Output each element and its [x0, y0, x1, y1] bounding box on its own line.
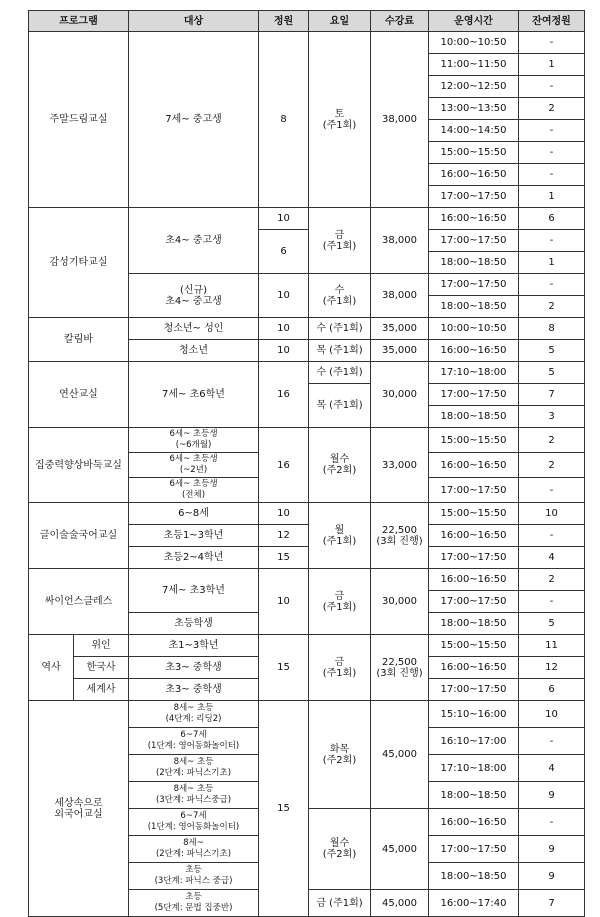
- remaining-cell: -: [519, 164, 585, 186]
- program-cell: 집중력향상바둑교실: [29, 428, 129, 503]
- time-cell: 16:00~16:50: [429, 569, 519, 591]
- header-remaining: 잔여정원: [519, 11, 585, 32]
- time-cell: 11:00~11:50: [429, 54, 519, 76]
- capacity-cell: 16: [259, 428, 309, 503]
- remaining-cell: 7: [519, 890, 585, 917]
- sub-program-cell: 위인: [74, 635, 129, 657]
- target-cell: 8세~ 초등 (3단계: 파닉스중급): [129, 782, 259, 809]
- time-cell: 17:10~18:00: [429, 755, 519, 782]
- program-cell: 싸이언스클레스: [29, 569, 129, 635]
- day-cell: 수 (주1회): [309, 318, 371, 340]
- time-cell: 17:00~17:50: [429, 274, 519, 296]
- time-cell: 18:00~18:50: [429, 406, 519, 428]
- sub-program-cell: 한국사: [74, 657, 129, 679]
- time-cell: 12:00~12:50: [429, 76, 519, 98]
- program-cell: 연산교실: [29, 362, 129, 428]
- program-schedule-table-continued: [28, 634, 585, 917]
- remaining-cell: -: [519, 76, 585, 98]
- capacity-cell: 15: [259, 635, 309, 701]
- target-cell: 초등 (5단계: 문법 집중반): [129, 890, 259, 917]
- capacity-cell: 10: [259, 569, 309, 635]
- remaining-cell: -: [519, 478, 585, 503]
- fee-cell: 45,000: [371, 809, 429, 890]
- program-schedule-table: [28, 10, 585, 635]
- header-row: [29, 11, 585, 32]
- capacity-cell: 10: [259, 274, 309, 318]
- header-fee: 수강료: [371, 11, 429, 32]
- time-cell: 15:00~15:50: [429, 142, 519, 164]
- fee-cell: 45,000: [371, 890, 429, 917]
- remaining-cell: 3: [519, 406, 585, 428]
- target-cell: 7세~ 중고생: [129, 32, 259, 208]
- target-cell: 6세~ 초등생 (전체): [129, 478, 259, 503]
- time-cell: 15:00~15:50: [429, 503, 519, 525]
- remaining-cell: 5: [519, 613, 585, 635]
- capacity-cell: 8: [259, 32, 309, 208]
- capacity-cell: 16: [259, 362, 309, 428]
- time-cell: 17:00~17:50: [429, 679, 519, 701]
- target-cell: 8세~ (2단계: 파닉스기초): [129, 836, 259, 863]
- capacity-cell: 12: [259, 525, 309, 547]
- remaining-cell: -: [519, 142, 585, 164]
- table-row: [29, 318, 585, 340]
- time-cell: 18:00~18:50: [429, 613, 519, 635]
- target-cell: 초등 (3단계: 파닉스 중급): [129, 863, 259, 890]
- remaining-cell: 10: [519, 701, 585, 728]
- remaining-cell: 1: [519, 252, 585, 274]
- target-cell: 8세~ 초등 (2단계: 파닉스기초): [129, 755, 259, 782]
- day-cell: 금 (주1회): [309, 890, 371, 917]
- capacity-cell: 10: [259, 208, 309, 230]
- table-row: [29, 362, 585, 384]
- day-cell: 수 (주1회): [309, 362, 371, 384]
- remaining-cell: 4: [519, 755, 585, 782]
- program-cell: 역사: [29, 635, 74, 701]
- day-cell: 목 (주1회): [309, 340, 371, 362]
- fee-cell: 45,000: [371, 701, 429, 809]
- fee-cell: 22,500 (3회 진행): [371, 503, 429, 569]
- target-cell: 초1~3학년: [129, 635, 259, 657]
- time-cell: 15:10~16:00: [429, 701, 519, 728]
- remaining-cell: 12: [519, 657, 585, 679]
- remaining-cell: -: [519, 728, 585, 755]
- remaining-cell: 10: [519, 503, 585, 525]
- target-cell: 초등2~4학년: [129, 547, 259, 569]
- remaining-cell: 1: [519, 186, 585, 208]
- remaining-cell: -: [519, 809, 585, 836]
- time-cell: 14:00~14:50: [429, 120, 519, 142]
- time-cell: 18:00~18:50: [429, 296, 519, 318]
- remaining-cell: 6: [519, 208, 585, 230]
- remaining-cell: -: [519, 274, 585, 296]
- time-cell: 16:00~16:50: [429, 809, 519, 836]
- header-time: 운영시간: [429, 11, 519, 32]
- header-day: 요일: [309, 11, 371, 32]
- fee-cell: 22,500 (3회 진행): [371, 635, 429, 701]
- time-cell: 16:10~17:00: [429, 728, 519, 755]
- target-cell: 초3~ 중학생: [129, 657, 259, 679]
- target-cell: 6세~ 초등생 (~2년): [129, 453, 259, 478]
- program-cell: 세상속으로 외국어교실: [29, 701, 129, 917]
- target-cell: 청소년: [129, 340, 259, 362]
- remaining-cell: 2: [519, 296, 585, 318]
- day-cell: 금 (주1회): [309, 569, 371, 635]
- target-cell: 청소년~ 성인: [129, 318, 259, 340]
- time-cell: 17:00~17:50: [429, 186, 519, 208]
- capacity-cell: 15: [259, 701, 309, 917]
- fee-cell: 35,000: [371, 318, 429, 340]
- time-cell: 16:00~16:50: [429, 340, 519, 362]
- remaining-cell: 6: [519, 679, 585, 701]
- time-cell: 17:00~17:50: [429, 230, 519, 252]
- time-cell: 10:00~10:50: [429, 32, 519, 54]
- remaining-cell: -: [519, 525, 585, 547]
- time-cell: 17:00~17:50: [429, 591, 519, 613]
- day-cell: 목 (주1회): [309, 384, 371, 428]
- target-cell: 6~7세 (1단계: 영어동화놀이터): [129, 809, 259, 836]
- remaining-cell: 4: [519, 547, 585, 569]
- time-cell: 16:00~16:50: [429, 208, 519, 230]
- table-row: [29, 428, 585, 453]
- target-cell: 초3~ 중학생: [129, 679, 259, 701]
- time-cell: 17:00~17:50: [429, 547, 519, 569]
- target-cell: 초등학생: [129, 613, 259, 635]
- day-cell: 수 (주1회): [309, 274, 371, 318]
- capacity-cell: 6: [259, 230, 309, 274]
- target-cell: 7세~ 초6학년: [129, 362, 259, 428]
- program-cell: 감성기타교실: [29, 208, 129, 318]
- time-cell: 16:00~16:50: [429, 164, 519, 186]
- fee-cell: 38,000: [371, 208, 429, 274]
- time-cell: 18:00~18:50: [429, 252, 519, 274]
- target-cell: 초4~ 중고생: [129, 208, 259, 274]
- day-cell: 금 (주1회): [309, 208, 371, 274]
- fee-cell: 30,000: [371, 569, 429, 635]
- time-cell: 10:00~10:50: [429, 318, 519, 340]
- fee-cell: 38,000: [371, 274, 429, 318]
- target-cell: 6세~ 초등생 (~6개월): [129, 428, 259, 453]
- remaining-cell: 2: [519, 98, 585, 120]
- target-cell: 6~8세: [129, 503, 259, 525]
- target-cell: 6~7세 (1단계: 영어동화놀이터): [129, 728, 259, 755]
- table-row: [29, 569, 585, 591]
- remaining-cell: -: [519, 120, 585, 142]
- program-cell: 주말드림교실: [29, 32, 129, 208]
- time-cell: 16:00~17:40: [429, 890, 519, 917]
- remaining-cell: 11: [519, 635, 585, 657]
- remaining-cell: 9: [519, 782, 585, 809]
- target-cell: 7세~ 초3학년: [129, 569, 259, 613]
- target-cell: 초등1~3학년: [129, 525, 259, 547]
- table-row: [29, 701, 585, 728]
- remaining-cell: 9: [519, 836, 585, 863]
- remaining-cell: -: [519, 230, 585, 252]
- day-cell: 토 (주1회): [309, 32, 371, 208]
- time-cell: 18:00~18:50: [429, 782, 519, 809]
- day-cell: 월수 (주2회): [309, 809, 371, 890]
- remaining-cell: -: [519, 32, 585, 54]
- time-cell: 16:00~16:50: [429, 453, 519, 478]
- capacity-cell: 15: [259, 547, 309, 569]
- header-target: 대상: [129, 11, 259, 32]
- time-cell: 17:00~17:50: [429, 384, 519, 406]
- remaining-cell: 5: [519, 340, 585, 362]
- remaining-cell: 5: [519, 362, 585, 384]
- table-row: [29, 635, 585, 657]
- remaining-cell: 2: [519, 428, 585, 453]
- header-capacity: 정원: [259, 11, 309, 32]
- fee-cell: 35,000: [371, 340, 429, 362]
- day-cell: 금 (주1회): [309, 635, 371, 701]
- remaining-cell: 8: [519, 318, 585, 340]
- time-cell: 17:10~18:00: [429, 362, 519, 384]
- header-program: 프로그램: [29, 11, 129, 32]
- capacity-cell: 10: [259, 503, 309, 525]
- table-row: [29, 32, 585, 54]
- day-cell: 월수 (주2회): [309, 428, 371, 503]
- program-cell: 글이술술국어교실: [29, 503, 129, 569]
- table-row: [29, 208, 585, 230]
- time-cell: 17:00~17:50: [429, 478, 519, 503]
- fee-cell: 38,000: [371, 32, 429, 208]
- program-cell: 칼림바: [29, 318, 129, 362]
- sub-program-cell: 세계사: [74, 679, 129, 701]
- day-cell: 월 (주1회): [309, 503, 371, 569]
- remaining-cell: 9: [519, 863, 585, 890]
- time-cell: 16:00~16:50: [429, 657, 519, 679]
- time-cell: 17:00~17:50: [429, 836, 519, 863]
- remaining-cell: 7: [519, 384, 585, 406]
- fee-cell: 33,000: [371, 428, 429, 503]
- remaining-cell: 2: [519, 569, 585, 591]
- remaining-cell: -: [519, 591, 585, 613]
- table-row: [29, 503, 585, 525]
- time-cell: 18:00~18:50: [429, 863, 519, 890]
- remaining-cell: 1: [519, 54, 585, 76]
- remaining-cell: 2: [519, 453, 585, 478]
- target-cell: 8세~ 초등 (4단계: 리딩2): [129, 701, 259, 728]
- capacity-cell: 10: [259, 318, 309, 340]
- day-cell: 화목 (주2회): [309, 701, 371, 809]
- capacity-cell: 10: [259, 340, 309, 362]
- target-cell: (신규) 초4~ 중고생: [129, 274, 259, 318]
- time-cell: 13:00~13:50: [429, 98, 519, 120]
- time-cell: 15:00~15:50: [429, 635, 519, 657]
- fee-cell: 30,000: [371, 362, 429, 428]
- time-cell: 15:00~15:50: [429, 428, 519, 453]
- time-cell: 16:00~16:50: [429, 525, 519, 547]
